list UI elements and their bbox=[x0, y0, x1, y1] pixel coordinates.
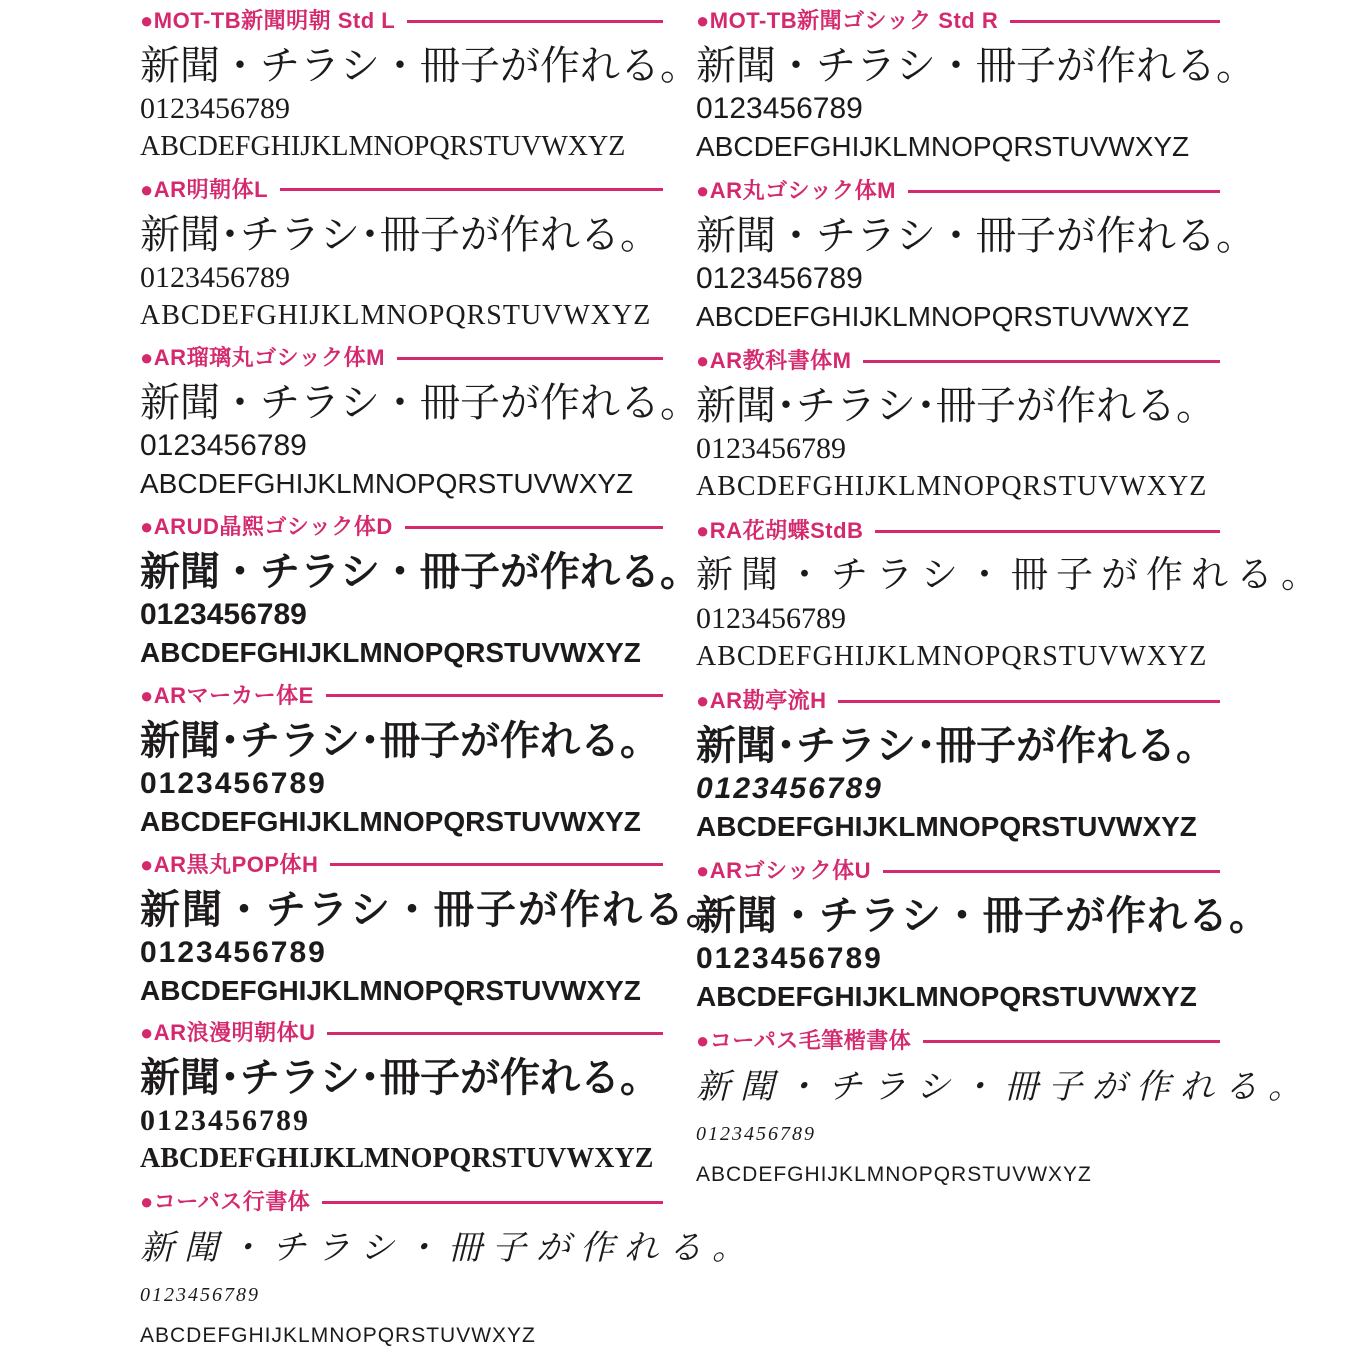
specimen-ar-kanteiryu-h bbox=[696, 680, 1220, 850]
header-rule-line bbox=[327, 1032, 663, 1035]
specimen-arud-shouki-gothic-d bbox=[140, 506, 700, 675]
sample-numerals: 0123456789 bbox=[140, 766, 327, 800]
sample-numerals: 0123456789 bbox=[140, 92, 290, 125]
sample-alphabet: ABCDEFGHIJKLMNOPQRSTUVWXYZ bbox=[696, 981, 1197, 1012]
sample-alphabet: ABCDEFGHIJKLMNOPQRSTUVWXYZ bbox=[140, 468, 634, 500]
specimen-header bbox=[140, 683, 663, 709]
header-rule-line bbox=[838, 700, 1220, 703]
font-name: ●RA花胡蝶StdB bbox=[696, 518, 864, 543]
specimen-header bbox=[140, 177, 663, 203]
sample-alphabet: ABCDEFGHIJKLMNOPQRSTUVWXYZ bbox=[696, 301, 1190, 332]
sample-numerals: 0123456789 bbox=[696, 942, 883, 975]
font-name: ●ARマーカー体E bbox=[140, 682, 314, 708]
sample-numerals: 0123456789 bbox=[696, 92, 863, 125]
specimen-ar-marker-e bbox=[140, 675, 663, 844]
sample-alphabet: ABCDEFGHIJKLMNOPQRSTUVWXYZ bbox=[140, 974, 641, 1006]
sample-alphabet: ABCDEFGHIJKLMNOPQRSTUVWXYZ bbox=[696, 641, 1208, 672]
specimen-header bbox=[140, 8, 663, 34]
font-name: ●MOT-TB新聞明朝 Std L bbox=[140, 8, 396, 33]
sample-japanese: 新聞･チラシ･冊子が作れる。 bbox=[140, 211, 660, 257]
font-name: ●MOT-TB新聞ゴシック Std R bbox=[696, 8, 999, 33]
header-rule-line bbox=[883, 870, 1220, 873]
header-rule-line bbox=[397, 357, 663, 360]
sample-japanese: 新聞･チラシ･冊子が作れる。 bbox=[696, 383, 1216, 428]
sample-numerals: 0123456789 bbox=[696, 1123, 816, 1145]
sample-alphabet: ABCDEFGHIJKLMNOPQRSTUVWXYZ bbox=[140, 1324, 536, 1348]
specimen-corpus-gyosho bbox=[140, 1181, 756, 1351]
sample-numerals: 0123456789 bbox=[140, 598, 307, 632]
sample-numerals: 0123456789 bbox=[140, 1284, 260, 1307]
sample-japanese: 新聞･チラシ･冊子が作れる。 bbox=[140, 718, 660, 763]
sample-alphabet: ABCDEFGHIJKLMNOPQRSTUVWXYZ bbox=[696, 811, 1197, 842]
font-name: ●ARゴシック体U bbox=[696, 858, 872, 883]
sample-numerals: 0123456789 bbox=[696, 262, 863, 295]
sample-japanese: 新聞・チラシ・冊子が作れる。 bbox=[696, 214, 1256, 258]
specimen-header bbox=[140, 852, 663, 878]
specimen-header bbox=[696, 8, 1220, 34]
sample-japanese: 新聞・チラシ・冊子が作れる。 bbox=[140, 1230, 756, 1268]
sample-numerals: 0123456789 bbox=[696, 772, 883, 805]
specimen-header bbox=[696, 518, 1220, 544]
sample-alphabet: ABCDEFGHIJKLMNOPQRSTUVWXYZ bbox=[140, 299, 652, 331]
sample-alphabet: ABCDEFGHIJKLMNOPQRSTUVWXYZ bbox=[140, 637, 641, 669]
specimen-header bbox=[140, 1189, 663, 1215]
header-rule-line bbox=[322, 1201, 663, 1204]
sample-alphabet: ABCDEFGHIJKLMNOPQRSTUVWXYZ bbox=[140, 805, 641, 837]
sample-alphabet: ABCDEFGHIJKLMNOPQRSTUVWXYZ bbox=[140, 1143, 654, 1175]
specimen-ra-hanakocho-stdb bbox=[696, 510, 1326, 680]
specimen-header bbox=[140, 345, 663, 371]
font-name: ●コーパス毛筆楷書体 bbox=[696, 1028, 912, 1053]
font-name: ●AR黒丸POP体H bbox=[140, 851, 319, 877]
sample-japanese: 新聞･チラシ･冊子が作れる。 bbox=[696, 723, 1216, 768]
specimen-ar-mincho-l bbox=[140, 169, 663, 338]
font-name: ●AR明朝体L bbox=[140, 176, 269, 202]
sample-japanese: 新聞・チラシ・冊子が作れる。 bbox=[696, 894, 1270, 938]
sample-numerals: 0123456789 bbox=[140, 260, 290, 294]
sample-japanese: 新聞・チラシ・冊子が作れる。 bbox=[140, 887, 728, 932]
sample-japanese: 新聞・チラシ・冊子が作れる。 bbox=[696, 1069, 1312, 1106]
sample-japanese: 新聞・チラシ・冊子が作れる。 bbox=[696, 44, 1256, 88]
specimen-ar-marugothic-m bbox=[696, 170, 1256, 340]
header-rule-line bbox=[875, 530, 1220, 533]
sample-alphabet: ABCDEFGHIJKLMNOPQRSTUVWXYZ bbox=[696, 471, 1208, 502]
header-rule-line bbox=[405, 526, 663, 529]
sample-numerals: 0123456789 bbox=[696, 432, 846, 465]
font-name: ●AR浪漫明朝体U bbox=[140, 1020, 316, 1046]
sample-numerals: 0123456789 bbox=[696, 602, 846, 635]
specimen-column-left bbox=[140, 0, 756, 1351]
font-name: ●ARUD晶熙ゴシック体D bbox=[140, 514, 393, 540]
header-rule-line bbox=[863, 360, 1220, 363]
specimen-header bbox=[140, 1020, 663, 1046]
sample-japanese: 新聞・チラシ・冊子が作れる。 bbox=[140, 550, 700, 595]
specimen-column-right bbox=[696, 0, 1326, 1351]
sample-japanese: 新聞・チラシ・冊子が作れる。 bbox=[140, 381, 700, 426]
specimen-mot-tb-shinbun-gothic bbox=[696, 0, 1256, 170]
specimen-header bbox=[696, 688, 1220, 714]
header-rule-line bbox=[1010, 20, 1220, 23]
header-rule-line bbox=[908, 190, 1220, 193]
specimen-ar-rurimaru-gothic bbox=[140, 337, 700, 506]
specimen-ar-roman-mincho-u bbox=[140, 1012, 663, 1181]
font-name: ●AR瑠璃丸ゴシック体M bbox=[140, 345, 385, 371]
font-name: ●AR勘亭流H bbox=[696, 688, 827, 713]
sample-alphabet: ABCDEFGHIJKLMNOPQRSTUVWXYZ bbox=[140, 131, 626, 162]
font-name: ●AR丸ゴシック体M bbox=[696, 178, 896, 203]
specimen-mot-tb-shinbun-mincho bbox=[140, 0, 700, 169]
header-rule-line bbox=[280, 188, 663, 191]
specimen-ar-kyokasho-m bbox=[696, 340, 1220, 510]
specimen-header bbox=[696, 348, 1220, 374]
specimen-ar-kuromaru-pop-h bbox=[140, 844, 728, 1013]
header-rule-line bbox=[330, 863, 663, 866]
sample-alphabet: ABCDEFGHIJKLMNOPQRSTUVWXYZ bbox=[696, 131, 1190, 162]
specimen-ar-gothic-u bbox=[696, 850, 1270, 1020]
header-rule-line bbox=[923, 1040, 1220, 1043]
specimen-header bbox=[696, 178, 1220, 204]
sample-numerals: 0123456789 bbox=[140, 935, 327, 969]
font-name: ●AR教科書体M bbox=[696, 348, 852, 373]
sample-japanese: 新聞・チラシ・冊子が作れる。 bbox=[696, 555, 1326, 596]
sample-numerals: 0123456789 bbox=[140, 1104, 310, 1138]
specimen-corpus-mohitsu-kaisho bbox=[696, 1020, 1312, 1190]
sample-alphabet: ABCDEFGHIJKLMNOPQRSTUVWXYZ bbox=[696, 1163, 1092, 1186]
specimen-header bbox=[696, 1028, 1220, 1054]
header-rule-line bbox=[407, 20, 663, 23]
header-rule-line bbox=[326, 694, 663, 697]
sample-japanese: 新聞･チラシ･冊子が作れる。 bbox=[140, 1055, 660, 1101]
sample-japanese: 新聞・チラシ・冊子が作れる。 bbox=[140, 43, 700, 88]
specimen-header bbox=[140, 514, 663, 540]
sample-numerals: 0123456789 bbox=[140, 429, 307, 463]
specimen-header bbox=[696, 858, 1220, 884]
font-name: ●コーパス行書体 bbox=[140, 1189, 311, 1215]
